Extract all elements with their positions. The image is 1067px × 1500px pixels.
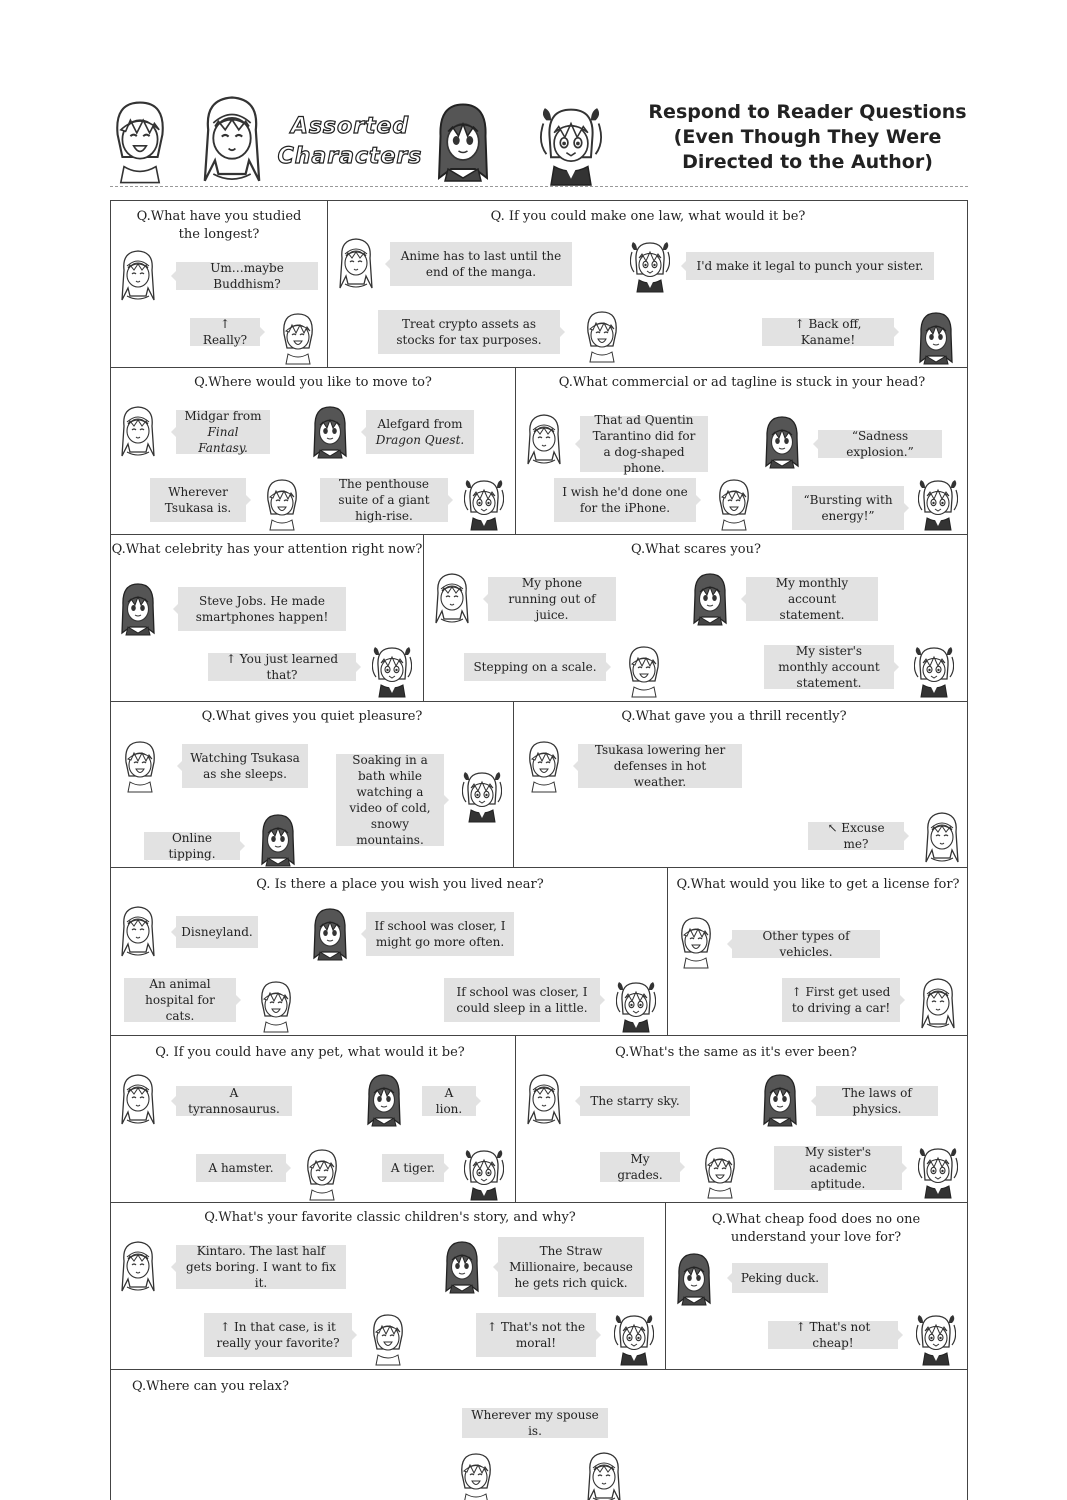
- tsukasa-icon: [524, 1072, 564, 1128]
- answer-bubble: The Straw Millionaire, because he gets rich quick.: [498, 1237, 644, 1297]
- answer-bubble: [366, 410, 474, 454]
- answer-bubble: The starry sky.: [580, 1086, 690, 1116]
- question-line2: the longest?: [178, 227, 260, 242]
- answer-bubble: ↑ That's not the moral!: [476, 1313, 596, 1357]
- nasa-icon: [700, 1144, 740, 1200]
- answer-bubble: [176, 410, 270, 454]
- answer-bubble: Online tipping.: [144, 832, 240, 860]
- answer-bubble: My grades.: [600, 1152, 680, 1182]
- question-pet: Q. If you could have any pet, what would it be?: [155, 1045, 465, 1060]
- header-title: [275, 112, 425, 172]
- panel-childrens-story: [110, 1203, 666, 1370]
- answer-bubble: The laws of physics.: [816, 1086, 938, 1116]
- answer-bubble: A tiger.: [382, 1154, 444, 1182]
- answer-bubble: ↖ Excuse me?: [808, 822, 904, 850]
- question-celebrity: Q.What celebrity has your attention right now?: [111, 542, 423, 557]
- answer-bubble: Disneyland.: [176, 916, 258, 948]
- nasa-icon: [256, 978, 296, 1034]
- sister-icon: [630, 238, 670, 294]
- question-studied-longest: [110, 208, 328, 244]
- answer-bubble: An animal hospital for cats.: [124, 978, 236, 1022]
- panel-one-law: [328, 200, 968, 368]
- nasa-icon: [676, 914, 716, 970]
- question-childrens-story: Q.What's your favorite classic children's story, and why?: [204, 1210, 576, 1225]
- nasa-icon: [582, 308, 622, 364]
- header-subtitle-line1: Respond to Reader Questions: [648, 101, 967, 123]
- nasa-icon: [624, 643, 664, 699]
- answer-bubble: I'd make it legal to punch your sister.: [686, 252, 934, 280]
- panel-scares-you: [424, 535, 968, 702]
- header-subtitle: [640, 100, 975, 175]
- sister-icon: [918, 1144, 958, 1200]
- question-line2: understand your love for?: [730, 1230, 902, 1245]
- answer-bubble: Wherever Tsukasa is.: [150, 478, 246, 522]
- panel-celebrity: [110, 535, 424, 702]
- answer-line: Alefgard from: [377, 417, 463, 431]
- question-thrill: Q.What gave you a thrill recently?: [621, 709, 847, 724]
- answer-bubble: “Bursting with energy!”: [792, 486, 904, 530]
- tsukasa-icon: [118, 1072, 158, 1128]
- question-scares-you: Q.What scares you?: [631, 542, 761, 557]
- kaname-icon: [760, 1072, 800, 1128]
- panel-thrill: [514, 702, 968, 868]
- nasa-icon: [456, 1450, 496, 1500]
- question-quiet-pleasure: Q.What gives you quiet pleasure?: [201, 709, 423, 724]
- tsukasa-icon: [118, 1239, 158, 1295]
- answer-bubble: ↑ Back off, Kaname!: [762, 318, 894, 346]
- sister-icon: [914, 643, 954, 699]
- answer-bubble: Tsukasa lowering her defenses in hot weather.: [578, 744, 742, 788]
- nasa-icon: [714, 476, 754, 532]
- answer-bubble: Wherever my spouse is.: [462, 1408, 608, 1438]
- panel-license: [668, 868, 968, 1036]
- tsukasa-icon: [336, 236, 376, 292]
- question-license: Q.What would you like to get a license for?: [676, 877, 960, 892]
- answer-bubble: I wish he'd done one for the iPhone.: [554, 478, 696, 522]
- panel-ad-tagline: [516, 368, 968, 535]
- kaname-icon: [118, 581, 158, 637]
- header-subtitle-line2: (Even Though They Were: [673, 126, 942, 148]
- kaname-icon: [762, 414, 802, 470]
- answer-bubble: A lion.: [422, 1086, 476, 1116]
- nasa-icon: [262, 476, 302, 532]
- nasa-icon: [278, 310, 318, 366]
- kaname-icon: [310, 404, 350, 460]
- question-line1: Q.What cheap food does no one: [711, 1212, 921, 1227]
- panel-quiet-pleasure: [110, 702, 514, 868]
- answer-bubble: A hamster.: [196, 1154, 286, 1182]
- header-kaname-icon: [433, 98, 493, 186]
- kaname-icon: [364, 1072, 404, 1128]
- answer-bubble: ↑ Really?: [190, 318, 260, 346]
- answer-bubble: ↑ In that case, is it really your favorite?: [204, 1313, 352, 1357]
- tsukasa-icon: [922, 810, 962, 866]
- answer-bubble: Peking duck.: [732, 1263, 828, 1293]
- answer-bubble: Um…maybe Buddhism?: [176, 262, 318, 290]
- tsukasa-icon: [918, 976, 958, 1032]
- kaname-icon: [916, 310, 956, 366]
- answer-bubble: ↑ That's not cheap!: [768, 1321, 898, 1349]
- panel-ever-been: [516, 1036, 968, 1203]
- sister-icon: [918, 476, 958, 532]
- answer-bubble: “Sadness explosion.”: [818, 430, 942, 458]
- answer-bubble: Treat crypto assets as stocks for tax purposes.: [378, 310, 560, 354]
- panel-cheap-food: [666, 1203, 968, 1370]
- answer-bubble: Steve Jobs. He made smartphones happen!: [178, 587, 346, 631]
- answer-bubble: Anime has to last until the end of the manga.: [390, 242, 572, 286]
- panel-studied-longest: [110, 200, 328, 368]
- header-sister-icon: [535, 102, 607, 188]
- answer-bubble: A tyrannosaurus.: [176, 1086, 292, 1116]
- sister-icon: [372, 643, 412, 699]
- kaname-icon: [690, 571, 730, 627]
- sister-icon: [916, 1311, 956, 1367]
- answer-bubble: My sister's monthly account statement.: [764, 645, 894, 689]
- answer-line-italic: Dragon Quest.: [375, 433, 465, 447]
- answer-bubble: Soaking in a bath while watching a video of cold, snowy mountains.: [336, 754, 444, 846]
- answer-bubble: My sister's academic aptitude.: [774, 1146, 902, 1190]
- answer-bubble: If school was closer, I could sleep in a little.: [444, 978, 600, 1022]
- header-nasa-icon: [108, 95, 172, 187]
- sister-icon: [462, 768, 502, 824]
- answer-bubble: Kintaro. The last half gets boring. I want to fix it.: [176, 1245, 346, 1289]
- panel-move-to: [110, 368, 516, 535]
- kaname-icon: [310, 906, 350, 962]
- answer-bubble: Stepping on a scale.: [464, 653, 606, 681]
- panel-pet: [110, 1036, 516, 1203]
- question-live-near: Q. Is there a place you wish you lived near?: [256, 877, 544, 892]
- header-title-line2: Characters: [277, 144, 423, 169]
- panel-live-near: [110, 868, 668, 1036]
- header-title-line1: Assorted: [290, 114, 410, 139]
- tsukasa-icon: [118, 404, 158, 460]
- question-ad-tagline: Q.What commercial or ad tagline is stuck in your head?: [558, 375, 926, 390]
- nasa-icon: [120, 738, 160, 794]
- tsukasa-icon: [118, 904, 158, 960]
- tsukasa-icon: [584, 1450, 624, 1500]
- answer-bubble: ↑ You just learned that?: [208, 653, 356, 681]
- answer-line: Midgar from: [184, 409, 262, 423]
- answer-bubble: The penthouse suite of a giant high-rise.: [320, 478, 448, 522]
- tsukasa-icon: [118, 248, 158, 304]
- question-cheap-food: [666, 1211, 966, 1247]
- question-relax: Q.Where can you relax?: [132, 1379, 289, 1394]
- sister-icon: [464, 1146, 504, 1202]
- nasa-icon: [302, 1146, 342, 1202]
- answer-bubble: My phone running out of juice.: [488, 577, 616, 621]
- answer-bubble: ↑ First get used to driving a car!: [782, 978, 900, 1022]
- kaname-icon: [258, 812, 298, 868]
- kaname-icon: [442, 1239, 482, 1295]
- nasa-icon: [368, 1311, 408, 1367]
- sister-icon: [616, 978, 656, 1034]
- answer-bubble: Watching Tsukasa as she sleeps.: [182, 744, 308, 788]
- answer-bubble: Other types of vehicles.: [732, 930, 880, 958]
- question-one-law: Q. If you could make one law, what would it be?: [490, 209, 806, 224]
- answer-bubble: If school was closer, I might go more often.: [366, 912, 514, 956]
- answer-line-italic: Final Fantasy.: [198, 425, 248, 455]
- panel-relax: [110, 1370, 968, 1500]
- sister-icon: [614, 1311, 654, 1367]
- tsukasa-icon: [524, 412, 564, 468]
- header-subtitle-line3: Directed to the Author): [682, 151, 933, 173]
- header-tsukasa-icon: [198, 92, 266, 188]
- kaname-icon: [674, 1251, 714, 1307]
- header-divider: [110, 186, 968, 187]
- answer-bubble: My monthly account statement.: [746, 577, 878, 621]
- question-move-to: Q.Where would you like to move to?: [194, 375, 432, 390]
- answer-bubble: That ad Quentin Tarantino did for a dog-shaped phone.: [580, 416, 708, 472]
- question-line1: Q.What have you studied: [136, 209, 302, 224]
- sister-icon: [464, 476, 504, 532]
- tsukasa-icon: [432, 571, 472, 627]
- question-ever-been: Q.What's the same as it's ever been?: [615, 1045, 857, 1060]
- nasa-icon: [524, 738, 564, 794]
